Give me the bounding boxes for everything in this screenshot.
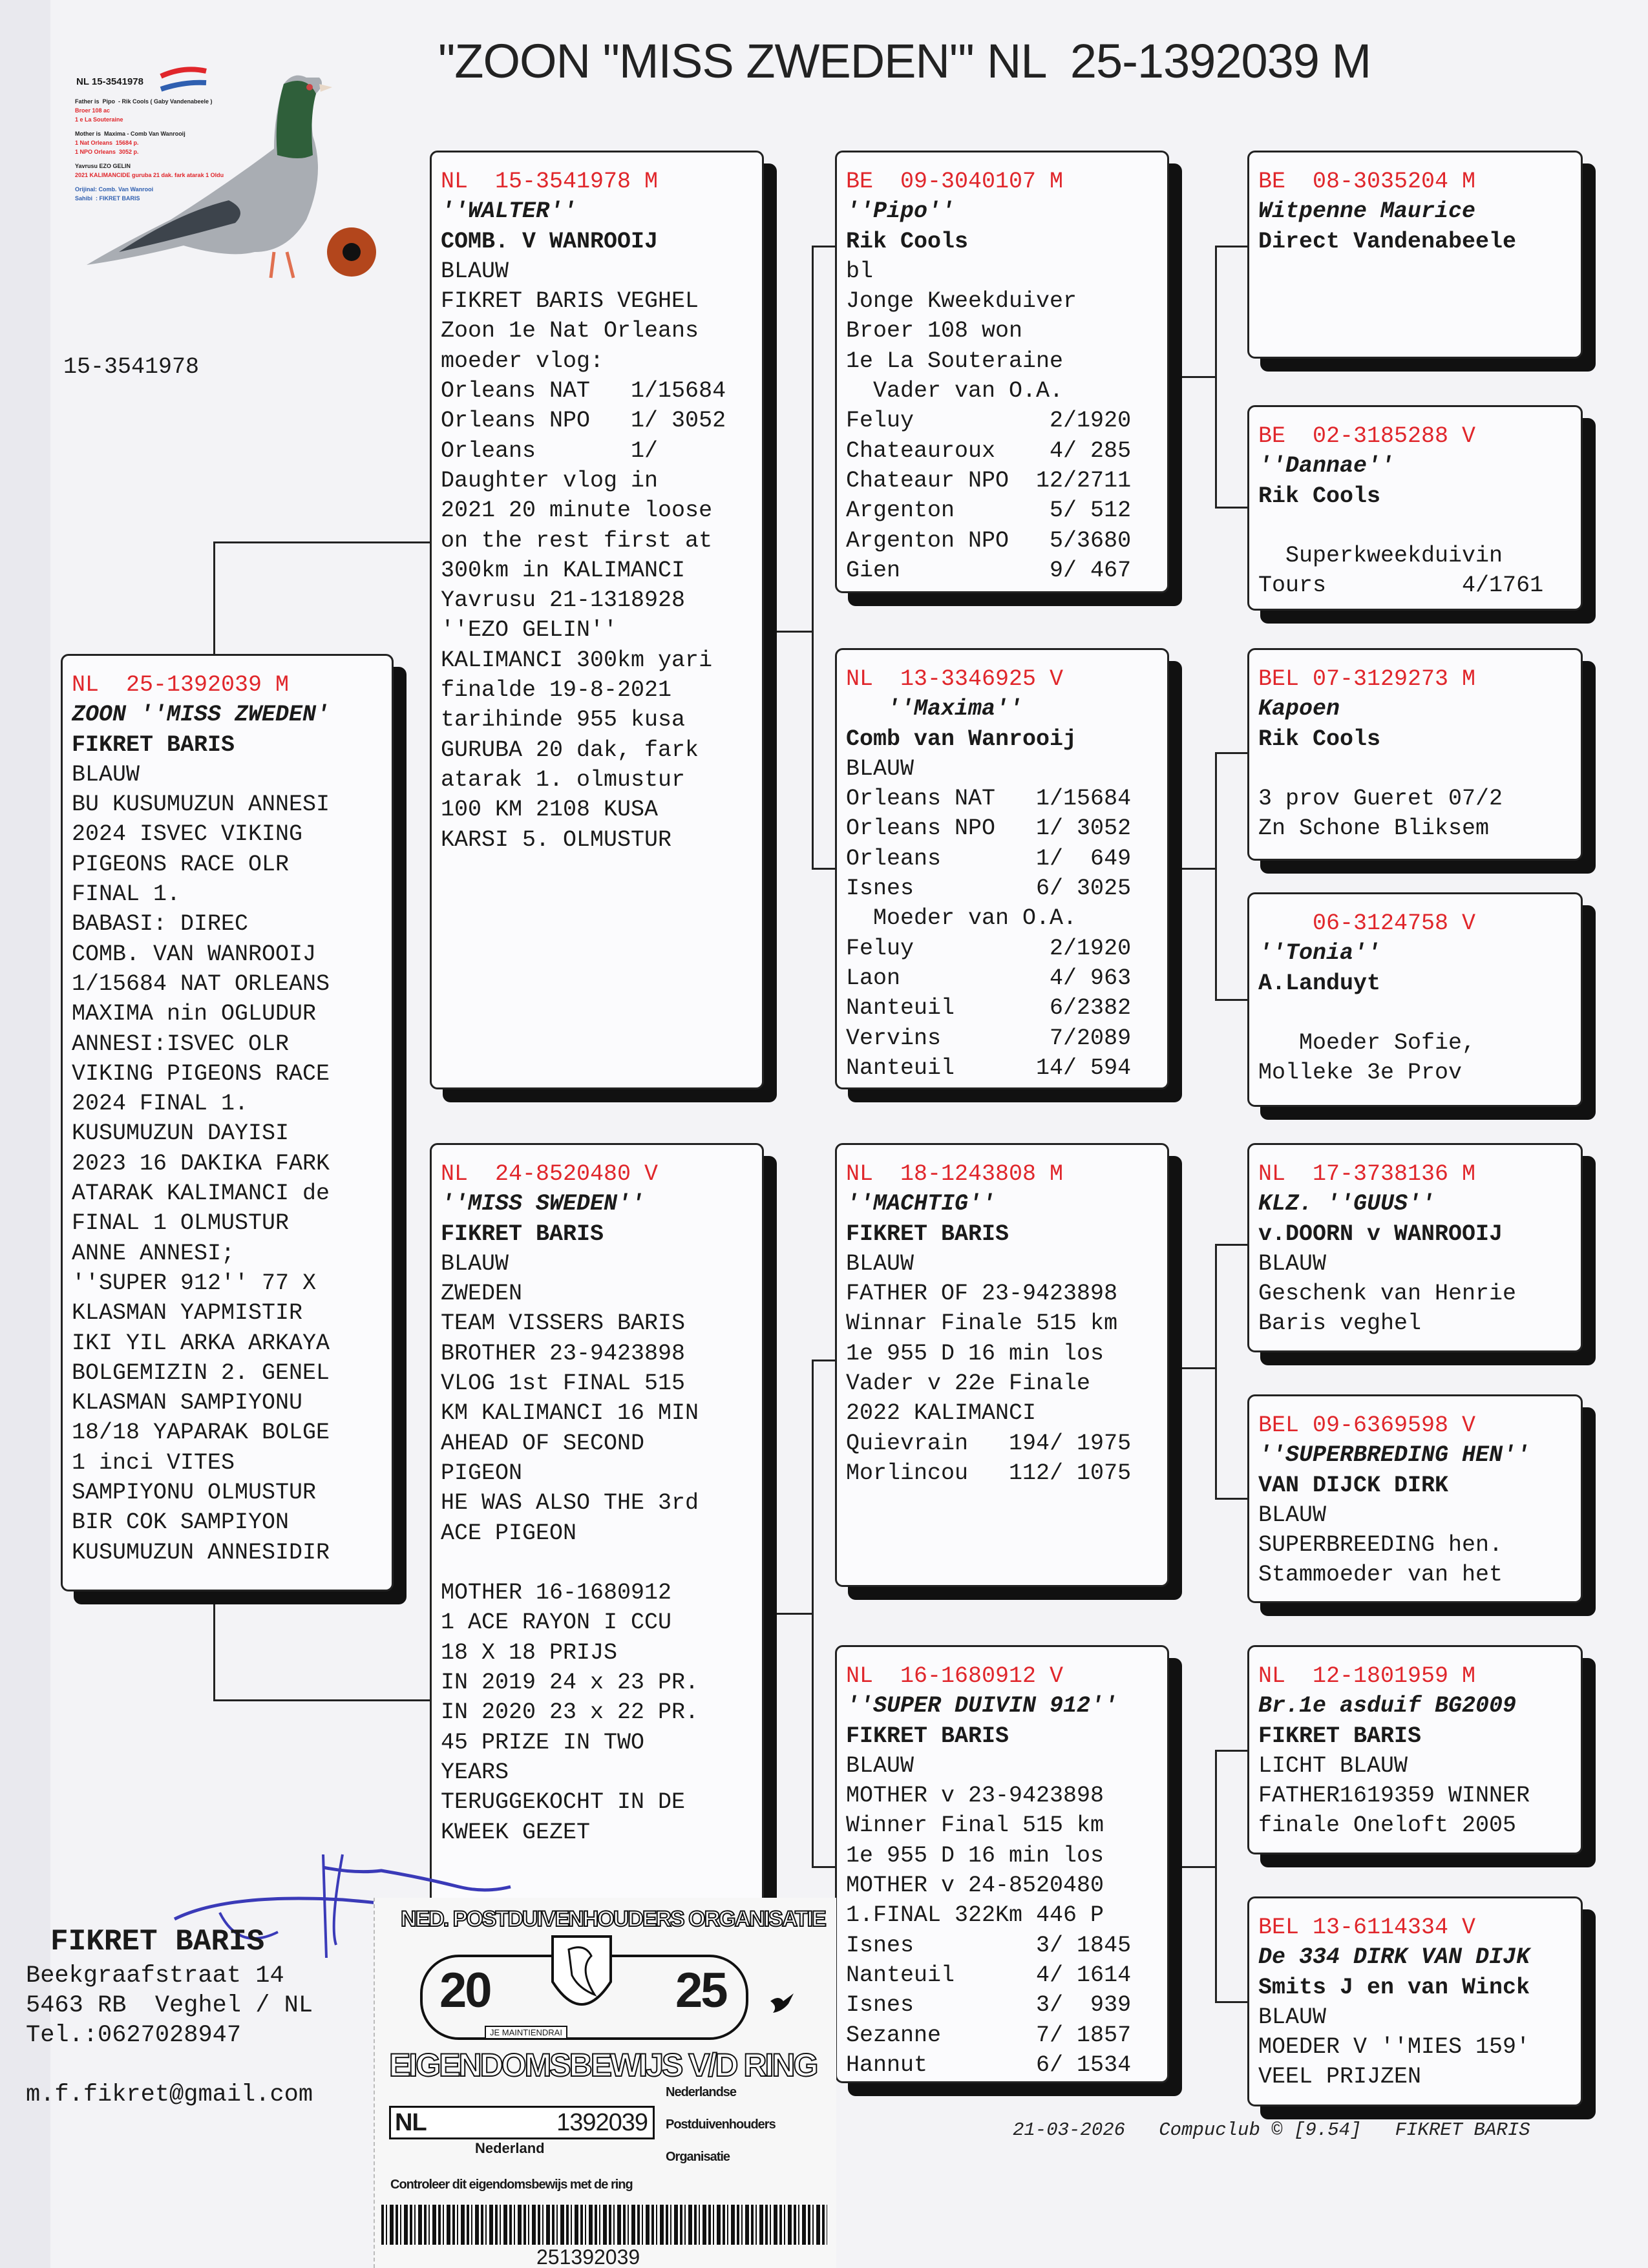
cert-ring-number: 1392039 — [556, 2109, 648, 2136]
pedigree-line: KUSUMUZUN ANNESIDIR — [72, 1539, 330, 1566]
breeder-name: v.DOORN v WANROOIJ — [1258, 1221, 1503, 1247]
cert-ring-box — [389, 2106, 655, 2139]
pedigree-line: Winner Final 515 km — [846, 1812, 1104, 1839]
pedigree-box-ssd — [1247, 405, 1583, 611]
pigeon-name: Br.1e asduif BG2009 — [1258, 1693, 1517, 1719]
pedigree-box-ss — [835, 151, 1169, 593]
pedigree-line: Vader v 22e Finale — [846, 1370, 1091, 1397]
pedigree-line: Chateauroux 4/ 285 — [846, 437, 1132, 464]
pedigree-line — [441, 1548, 753, 1578]
photo-card-line: 1 NPO Orleans 3052 p. — [75, 149, 139, 155]
ring-certificate — [374, 1898, 836, 2268]
owner-street: Beekgraafstraat 14 — [26, 1962, 284, 1990]
pedigree-line: 2023 16 DAKIKA FARK — [72, 1150, 330, 1177]
pedigree-line: VLOG 1st FINAL 515 — [441, 1370, 686, 1397]
pedigree-line: Argenton 5/ 512 — [846, 498, 1132, 524]
pedigree-line: MOEDER V ''MIES 159' — [1258, 2034, 1530, 2061]
breeder-name: Rik Cools — [1258, 483, 1381, 509]
photo-card-line: 1 e La Souteraine — [75, 116, 123, 123]
pedigree-line: FATHER OF 23-9423898 — [846, 1281, 1118, 1307]
pedigree-line: HE WAS ALSO THE 3rd — [441, 1490, 699, 1517]
pedigree-line: BLAUW — [72, 761, 140, 788]
pedigree-line: Daughter vlog in — [441, 467, 659, 494]
ring-number: NL 15-3541978 M — [441, 169, 659, 194]
pedigree-line: Nanteuil 14/ 594 — [846, 1055, 1132, 1081]
pedigree-line: Molleke 3e Prov — [1258, 1060, 1463, 1086]
pedigree-line: 1e La Souteraine — [846, 348, 1064, 374]
photo-ring: NL 15-3541978 — [76, 76, 143, 87]
photo-card-line: Sahibi : FIKRET BARIS — [75, 195, 140, 202]
pedigree-line — [1258, 998, 1572, 1028]
footer-credit: 21-03-2026 Compuclub © [9.54] FIKRET BARIS — [1013, 2119, 1530, 2141]
ring-number: NL 17-3738136 M — [1258, 1161, 1476, 1187]
pigeon-name: ''Pipo'' — [846, 198, 955, 225]
page-title: "ZOON "MISS ZWEDEN"' NL 25-1392039 M — [438, 34, 1371, 88]
pedigree-line: Tours 4/1761 — [1258, 572, 1544, 599]
photo-card-line: Broer 108 ac — [75, 107, 111, 114]
pigeon-name: ''SUPER DUIVIN 912'' — [846, 1693, 1118, 1719]
photo-card-line: 1 Nat Orleans 15684 p. — [75, 140, 139, 146]
breeder-name: FIKRET BARIS — [72, 731, 235, 758]
owner-address — [26, 1922, 313, 2110]
pedigree-line: 2022 KALIMANCI — [846, 1400, 1037, 1427]
pedigree-line: Orleans 1/ 649 — [846, 845, 1132, 872]
pedigree-line: IN 2019 24 x 23 PR. — [441, 1670, 699, 1696]
pedigree-line: KLASMAN SAMPIYONU — [72, 1390, 303, 1416]
pedigree-line: Hannut 6/ 1534 — [846, 2052, 1132, 2078]
npo-line-1: Nederlandse — [666, 2085, 737, 2099]
pedigree-line: FINAL 1. — [72, 881, 181, 908]
pedigree-line: ZWEDEN — [441, 1281, 523, 1307]
pedigree-box-dss — [1247, 1143, 1583, 1352]
barcode — [381, 2205, 827, 2245]
cert-heading: EIGENDOMSBEWIJS V/D RING — [389, 2047, 817, 2083]
pigeon-name: Witpenne Maurice — [1258, 198, 1476, 225]
pedigree-line: VIKING PIGEONS RACE — [72, 1060, 330, 1087]
pedigree-line: PIGEONS RACE OLR — [72, 851, 290, 877]
breeder-name: VAN DIJCK DIRK — [1258, 1472, 1449, 1498]
pedigree-line: Orleans NAT 1/15684 — [441, 378, 726, 404]
pedigree-line: Morlincou 112/ 1075 — [846, 1460, 1132, 1486]
pedigree-line: BIR COK SAMPIYON — [72, 1509, 290, 1536]
pedigree-line: 1e 955 D 16 min los — [846, 1842, 1104, 1869]
pedigree-line: BLAUW — [846, 1250, 914, 1277]
cert-notice: Controleer dit eigendomsbewijs met de ring — [390, 2178, 633, 2192]
photo-card-line: Mother is Maxima - Comb Van Wanrooij — [75, 131, 185, 137]
pedigree-line: ''EZO GELIN'' — [441, 617, 618, 644]
pedigree-line: BLAUW — [441, 1250, 509, 1277]
pedigree-line: BLAUW — [441, 258, 509, 284]
pedigree-line: IKI YIL ARKA ARKAYA — [72, 1330, 330, 1356]
breeder-name: FIKRET BARIS — [1258, 1723, 1422, 1749]
pedigree-line: Vervins 7/2089 — [846, 1025, 1132, 1051]
pedigree-box-sds — [1247, 648, 1583, 861]
pedigree-line: tarihinde 955 kusa — [441, 707, 686, 733]
pedigree-line: 18 X 18 PRIJS — [441, 1639, 618, 1666]
breeder-name: Rik Cools — [846, 228, 969, 255]
pedigree-line: Laon 4/ 963 — [846, 965, 1132, 991]
barcode-number: 251392039 — [536, 2245, 640, 2268]
pedigree-line: Moeder Sofie, — [1258, 1030, 1476, 1056]
pedigree-box-ddd — [1247, 1896, 1583, 2106]
pigeon-name: ''MACHTIG'' — [846, 1191, 996, 1217]
owner-email: m.f.fikret@gmail.com — [26, 2081, 313, 2108]
breeder-name: Smits J en van Winck — [1258, 1974, 1530, 2000]
pedigree-line: GURUBA 20 dak, fark — [441, 737, 699, 763]
pedigree-line: YEARS — [441, 1759, 509, 1785]
pedigree-line: Nanteuil 6/2382 — [846, 995, 1132, 1022]
ring-number: NL 13-3346925 V — [846, 666, 1064, 692]
pedigree-line: MOTHER 16-1680912 — [441, 1580, 672, 1606]
pigeon-name: KLZ. ''GUUS'' — [1258, 1191, 1435, 1217]
pedigree-box-dd — [835, 1645, 1169, 2083]
pigeon-name: ''WALTER'' — [441, 198, 577, 225]
pedigree-line: finalde 19-8-2021 — [441, 677, 672, 704]
pedigree-line: 1 inci VITES — [72, 1449, 235, 1476]
pigeon-name: ''MISS SWEDEN'' — [441, 1191, 645, 1217]
cert-country-code: NL — [395, 2109, 427, 2136]
pedigree-box-dsd — [1247, 1394, 1583, 1603]
pedigree-line: Isnes 3/ 1845 — [846, 1932, 1132, 1958]
pedigree-line: Winnar Finale 515 km — [846, 1310, 1118, 1337]
ring-number: BE 02-3185288 V — [1258, 423, 1476, 449]
ring-number: BEL 07-3129273 M — [1258, 666, 1476, 692]
pedigree-line: BROTHER 23-9423898 — [441, 1340, 686, 1367]
cert-motto: JE MAINTIENDRAI — [485, 2026, 567, 2039]
pedigree-line: FINAL 1 OLMUSTUR — [72, 1210, 290, 1237]
pedigree-line: Vader van O.A. — [846, 378, 1064, 404]
cert-year-right: 25 — [675, 1963, 726, 2018]
pedigree-line: on the rest first at — [441, 527, 713, 554]
ring-number: BEL 09-6369598 V — [1258, 1412, 1476, 1438]
pedigree-line: Nanteuil 4/ 1614 — [846, 1962, 1132, 1988]
photo-ring-label: 15-3541978 — [63, 354, 200, 380]
pigeon-name: ''Maxima'' — [846, 696, 1023, 722]
pigeon-name: De 334 DIRK VAN DIJK — [1258, 1944, 1530, 1971]
pedigree-line: Orleans 1/ — [441, 437, 659, 464]
pedigree-line: Zoon 1e Nat Orleans — [441, 318, 699, 344]
pedigree-line: AHEAD OF SECOND — [441, 1430, 645, 1456]
pedigree-line: 2024 FINAL 1. — [72, 1091, 249, 1117]
breeder-name: COMB. V WANROOIJ — [441, 228, 659, 255]
pedigree-line: moeder vlog: — [441, 348, 604, 374]
pedigree-line: 300km in KALIMANCI — [441, 557, 686, 583]
ring-number: NL 16-1680912 V — [846, 1663, 1064, 1689]
cert-year-left: 20 — [439, 1963, 491, 2018]
owner-city: 5463 RB Veghel / NL — [26, 1992, 313, 2019]
pedigree-line: FIKRET BARIS VEGHEL — [441, 288, 699, 315]
owner-phone: Tel.:0627028947 — [26, 2022, 242, 2049]
ring-number: BE 09-3040107 M — [846, 169, 1064, 194]
pedigree-line: 45 PRIZE IN TWO — [441, 1729, 645, 1756]
pedigree-line: Isnes 6/ 3025 — [846, 876, 1132, 902]
pedigree-line: FATHER1619359 WINNER — [1258, 1783, 1530, 1809]
pedigree-line — [1258, 511, 1572, 541]
breeder-name: Rik Cools — [1258, 726, 1381, 752]
pigeon-name: ''SUPERBREDING HEN'' — [1258, 1442, 1530, 1469]
pedigree-line: 2024 ISVEC VIKING — [72, 821, 303, 848]
pedigree-line: COMB. VAN WANROOIJ — [72, 941, 317, 967]
pedigree-line: BLAUW — [846, 755, 914, 782]
pedigree-line: 1 ACE RAYON I CCU — [441, 1610, 672, 1636]
pedigree-box-ds — [835, 1143, 1169, 1587]
cert-org: NED. POSTDUIVENHOUDERS ORGANISATIE — [401, 1907, 825, 1931]
ring-number: BE 08-3035204 M — [1258, 169, 1476, 194]
pedigree-line: Chateaur NPO 12/2711 — [846, 467, 1132, 494]
pedigree-line: Moeder van O.A. — [846, 905, 1077, 932]
photo-card-line: 2021 KALIMANCIDE guruba 21 dak. fark atarak 1 Oldu — [75, 172, 224, 178]
photo-card-line: Father is Pipo - Rik Cools ( Gaby Vandenabeele ) — [75, 98, 213, 105]
pedigree-line: LICHT BLAUW — [1258, 1752, 1408, 1779]
pedigree-line: Jonge Kweekduiver — [846, 288, 1077, 315]
pedigree-line: Feluy 2/1920 — [846, 935, 1132, 961]
pedigree-line: 1.FINAL 322Km 446 P — [846, 1902, 1104, 1929]
ring-number: NL 18-1243808 M — [846, 1161, 1064, 1187]
pedigree-line: 18/18 YAPARAK BOLGE — [72, 1420, 330, 1446]
pedigree-line: Baris veghel — [1258, 1310, 1422, 1337]
pedigree-line: Isnes 3/ 939 — [846, 1992, 1132, 2019]
pedigree-line: ANNE ANNESI; — [72, 1240, 235, 1266]
npo-line-2: Postduivenhouders — [666, 2117, 776, 2132]
pedigree-line: BABASI: DIREC — [72, 911, 249, 938]
ring-number: BEL 13-6114334 V — [1258, 1915, 1476, 1940]
pedigree-line: KARSI 5. OLMUSTUR — [441, 826, 672, 853]
pedigree-box-sire — [430, 151, 764, 1089]
ring-number: 06-3124758 V — [1258, 910, 1476, 936]
pedigree-line: KWEEK GEZET — [441, 1819, 591, 1845]
pedigree-line: BLAUW — [1258, 2004, 1327, 2030]
pedigree-line: Orleans NAT 1/15684 — [846, 786, 1132, 812]
pedigree-line: 100 KM 2108 KUSA — [441, 797, 659, 823]
breeder-name: FIKRET BARIS — [846, 1221, 1009, 1247]
pedigree-line: Orleans NPO 1/ 3052 — [846, 815, 1132, 842]
pedigree-box-sd — [835, 648, 1169, 1089]
pigeon-photo-card — [61, 58, 377, 304]
pedigree-line: SAMPIYONU OLMUSTUR — [72, 1480, 317, 1506]
breeder-name: Comb van Wanrooij — [846, 726, 1077, 752]
breeder-name: Direct Vandenabeele — [1258, 228, 1517, 255]
pedigree-line: Geschenk van Henrie — [1258, 1281, 1517, 1307]
pedigree-box-subject — [61, 654, 394, 1591]
pedigree-box-sss — [1247, 151, 1583, 359]
photo-card-line: Yavrusu EZO GELIN — [75, 163, 131, 169]
pedigree-line: 2021 20 minute loose — [441, 498, 713, 524]
pedigree-line: KALIMANCI 300km yari — [441, 647, 713, 673]
pedigree-line: finale Oneloft 2005 — [1258, 1812, 1517, 1839]
pedigree-line: MOTHER v 23-9423898 — [846, 1783, 1104, 1809]
pedigree-line: BLAUW — [1258, 1250, 1327, 1277]
ring-number: NL 24-8520480 V — [441, 1161, 659, 1187]
pedigree-line: ACE PIGEON — [441, 1520, 577, 1546]
pedigree-line: 1e 955 D 16 min los — [846, 1340, 1104, 1367]
pedigree-line: BOLGEMIZIN 2. GENEL — [72, 1360, 330, 1386]
pedigree-line: Broer 108 won — [846, 318, 1023, 344]
pedigree-line: VEEL PRIJZEN — [1258, 2064, 1422, 2090]
pedigree-line: BLAUW — [846, 1752, 914, 1779]
pigeon-name: ''Tonia'' — [1258, 940, 1381, 967]
ring-number: NL 12-1801959 M — [1258, 1663, 1476, 1689]
pedigree-line: 3 prov Gueret 07/2 — [1258, 786, 1503, 812]
pedigree-line: PIGEON — [441, 1460, 523, 1486]
pedigree-line: Quievrain 194/ 1975 — [846, 1430, 1132, 1456]
breeder-name: A.Landuyt — [1258, 970, 1381, 996]
npo-line-3: Organisatie — [666, 2150, 730, 2164]
pigeon-image — [80, 58, 377, 304]
pedigree-line: Argenton NPO 5/3680 — [846, 527, 1132, 554]
pedigree-line: TEAM VISSERS BARIS — [441, 1310, 686, 1337]
pigeon-name: ZOON ''MISS ZWEDEN' — [72, 702, 330, 728]
pedigree-line: IN 2020 23 x 22 PR. — [441, 1699, 699, 1726]
pedigree-line: Feluy 2/1920 — [846, 408, 1132, 434]
pedigree-line: Gien 9/ 467 — [846, 557, 1132, 583]
pedigree-line: Superkweekduivin — [1258, 543, 1503, 569]
pedigree-line: MOTHER v 24-8520480 — [846, 1873, 1104, 1899]
pedigree-box-dds — [1247, 1645, 1583, 1854]
pedigree-line: KLASMAN YAPMISTIR — [72, 1300, 303, 1327]
pedigree-box-sdd — [1247, 892, 1583, 1107]
pedigree-line: Zn Schone Bliksem — [1258, 815, 1490, 842]
pigeon-name: ''Dannae'' — [1258, 453, 1395, 479]
pedigree-line: KM KALIMANCI 16 MIN — [441, 1400, 699, 1427]
pedigree-line: Orleans NPO 1/ 3052 — [441, 408, 726, 434]
breeder-name: FIKRET BARIS — [846, 1723, 1009, 1749]
pedigree-line: bl — [846, 258, 874, 284]
pedigree-line: ''SUPER 912'' 77 X — [72, 1270, 317, 1296]
pedigree-line — [1258, 754, 1572, 784]
pedigree-line: ATARAK KALIMANCI de — [72, 1181, 330, 1207]
pedigree-line: BLAUW — [1258, 1502, 1327, 1528]
dove-icon — [769, 1988, 795, 2014]
pedigree-line: 1/15684 NAT ORLEANS — [72, 971, 330, 997]
pedigree-line: Yavrusu 21-1318928 — [441, 587, 686, 614]
photo-card-line: Orijinal: Comb. Van Wanrooi — [75, 186, 154, 193]
breeder-name: FIKRET BARIS — [441, 1221, 604, 1247]
lion-crest-icon — [540, 1930, 624, 2027]
ring-number: NL 25-1392039 M — [72, 672, 290, 698]
pedigree-line: ANNESI:ISVEC OLR — [72, 1031, 290, 1057]
cert-country: Nederland — [475, 2140, 545, 2156]
pedigree-line: TERUGGEKOCHT IN DE — [441, 1789, 686, 1816]
pedigree-line: atarak 1. olmustur — [441, 766, 686, 793]
pedigree-line: Stammoeder van het — [1258, 1562, 1503, 1588]
pedigree-line: SUPERBREEDING hen. — [1258, 1532, 1503, 1559]
pigeon-name: Kapoen — [1258, 696, 1340, 722]
pedigree-line: Sezanne 7/ 1857 — [846, 2022, 1132, 2048]
pedigree-line: KUSUMUZUN DAYISI — [72, 1120, 290, 1147]
pedigree-line: BU KUSUMUZUN ANNESI — [72, 792, 330, 818]
pedigree-line: MAXIMA nin OGLUDUR — [72, 1001, 317, 1027]
owner-name: FIKRET BARIS — [50, 1925, 265, 1958]
